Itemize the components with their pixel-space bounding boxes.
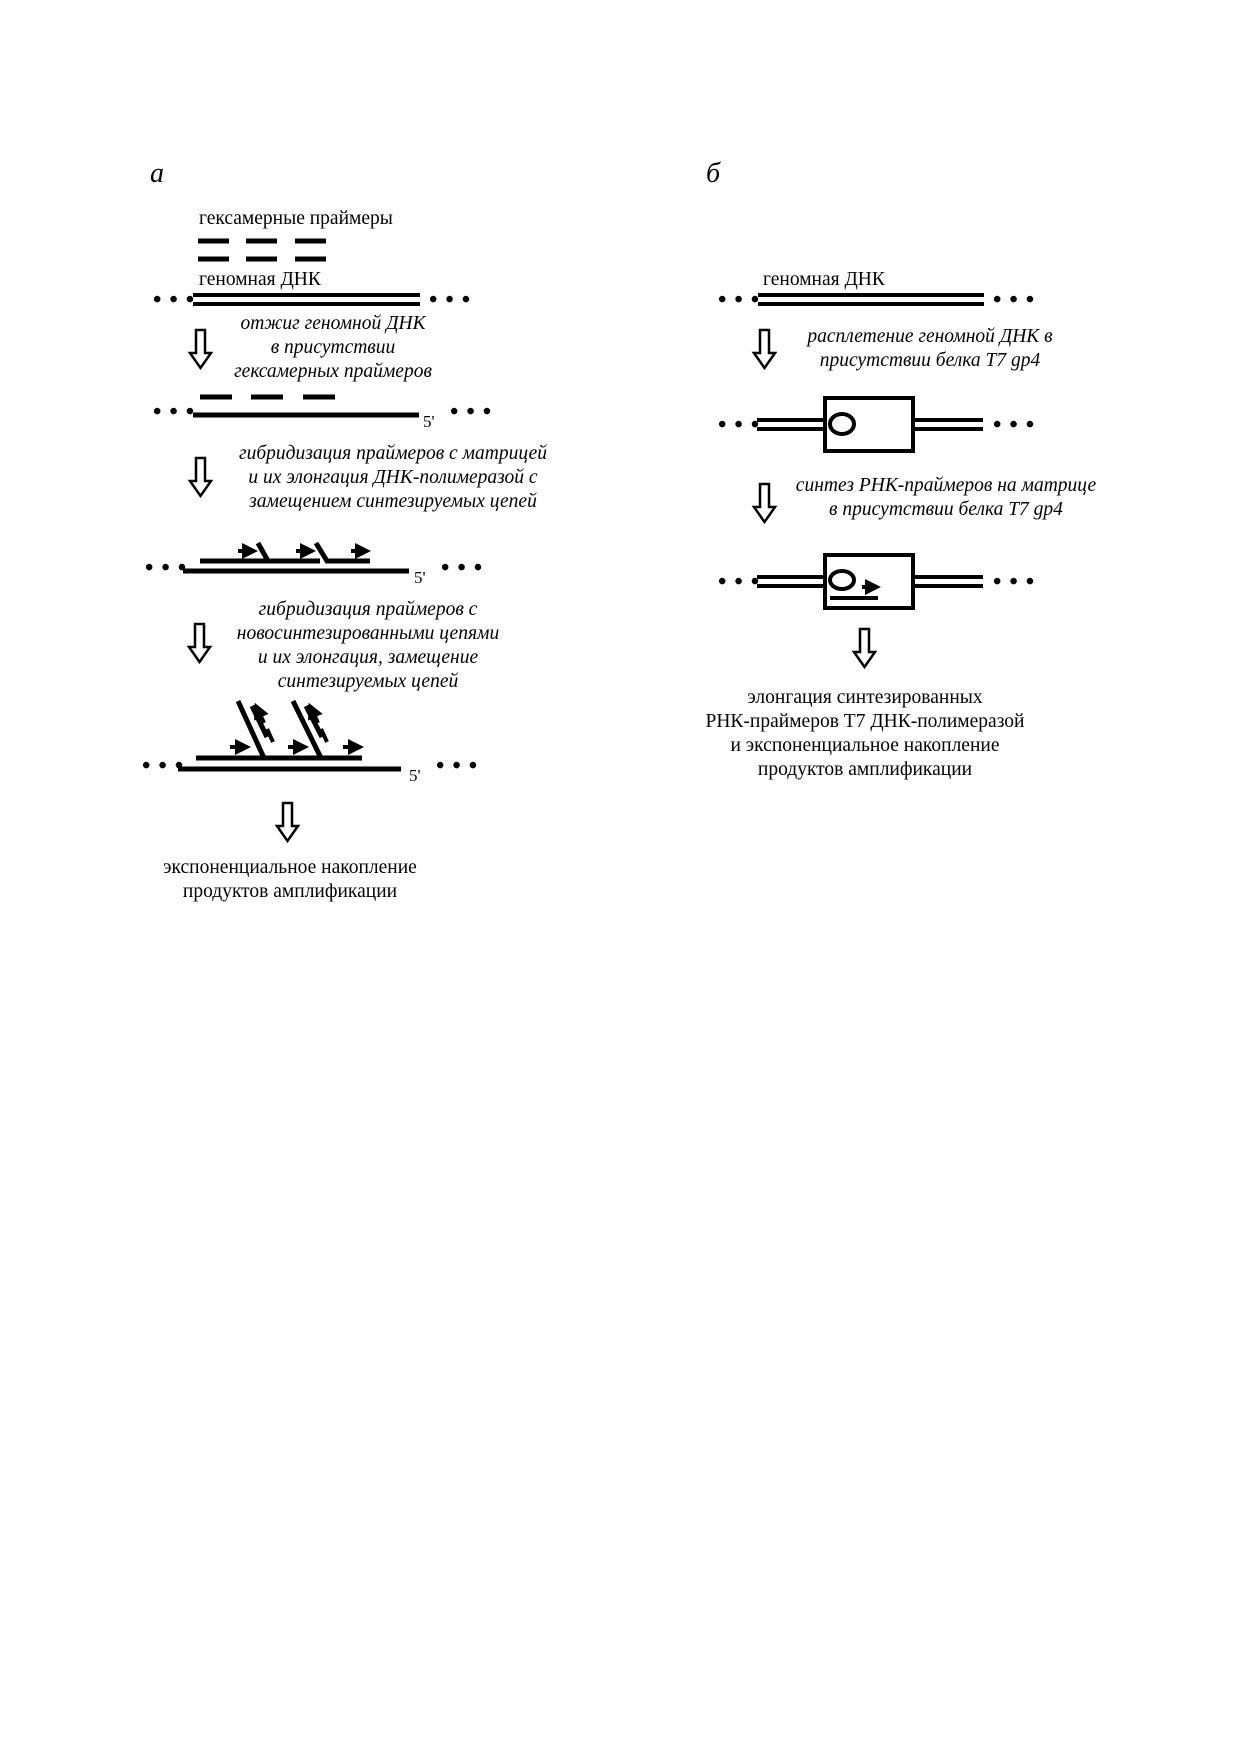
step-a3-line3: и их элонгация, замещение bbox=[257, 647, 479, 668]
ellipsis-left: • • • bbox=[718, 412, 761, 438]
five-prime-label: 5' bbox=[423, 412, 435, 431]
step-a3-line2: новосинтезированными цепями bbox=[236, 623, 500, 644]
genomic-dna-double-strand-a bbox=[193, 295, 420, 304]
result-a-line1: экспоненциальное накопление bbox=[163, 857, 417, 878]
down-arrow-a4 bbox=[277, 803, 298, 841]
step-a3-line1: гибридизация праймеров с bbox=[258, 599, 478, 620]
step-b1-line2: присутствии белка T7 gp4 bbox=[819, 350, 1041, 371]
ellipsis-right: • • • bbox=[993, 287, 1036, 313]
result-a-line2: продуктов амплификации bbox=[182, 881, 398, 902]
step-a2-line1: гибридизация праймеров с матрицей bbox=[239, 443, 547, 464]
panel-label-b: б bbox=[706, 158, 721, 189]
step-a1-line3: гексамерных праймеров bbox=[234, 361, 432, 382]
ellipsis-left: • • • bbox=[142, 753, 185, 779]
result-b-line4: продуктов амплификации bbox=[757, 759, 973, 780]
hexamer-primers-label: гексамерные праймеры bbox=[199, 208, 393, 229]
result-b-line2: РНК-праймеров T7 ДНК-полимеразой bbox=[705, 711, 1025, 732]
down-arrow-a3 bbox=[189, 624, 210, 662]
helicase-complex-b2 bbox=[757, 555, 983, 608]
ellipsis-right: • • • bbox=[993, 569, 1036, 595]
genomic-dna-double-strand-b bbox=[758, 295, 984, 304]
genomic-dna-label-b: геномная ДНК bbox=[763, 269, 885, 290]
down-arrow-b1 bbox=[754, 330, 775, 368]
annealed-single-strand-a bbox=[193, 397, 419, 415]
down-arrow-b2 bbox=[754, 484, 775, 522]
step-a2-line3: замещением синтезируемых цепей bbox=[249, 491, 537, 512]
step-b2-line1: синтез РНК-праймеров на матрице bbox=[795, 475, 1097, 496]
step-b2-line2: в присутствии белка T7 gp4 bbox=[829, 499, 1063, 520]
ellipsis-right: • • • bbox=[441, 555, 484, 581]
genomic-dna-label-a: геномная ДНК bbox=[199, 269, 321, 290]
exponential-branching-a bbox=[178, 701, 401, 769]
ellipsis-left: • • • bbox=[718, 569, 761, 595]
ellipsis-right: • • • bbox=[993, 412, 1036, 438]
ellipsis-left: • • • bbox=[145, 555, 188, 581]
hexamer-primers bbox=[198, 241, 326, 259]
ellipsis-left: • • • bbox=[718, 287, 761, 313]
ellipsis-left: • • • bbox=[153, 287, 196, 313]
step-b1-line1: расплетение геномной ДНК в bbox=[807, 326, 1053, 347]
result-b-line1: элонгация синтезированных bbox=[747, 687, 983, 708]
step-a2-line2: и их элонгация ДНК-полимеразой с bbox=[248, 467, 538, 488]
ellipsis-left: • • • bbox=[153, 399, 196, 425]
step-a3-line4: синтезируемых цепей bbox=[277, 671, 459, 692]
ellipsis-right: • • • bbox=[450, 399, 493, 425]
helicase-complex-b1 bbox=[757, 398, 983, 451]
panel-label-a: а bbox=[150, 158, 164, 189]
ellipsis-right: • • • bbox=[429, 287, 472, 313]
five-prime-label: 5' bbox=[414, 568, 426, 587]
down-arrow-b3 bbox=[854, 629, 875, 667]
result-b-line3: и экспоненциальное накопление bbox=[730, 735, 1000, 756]
five-prime-label: 5' bbox=[409, 766, 421, 785]
step-a1-line2: в присутствии bbox=[270, 337, 396, 358]
step-a1-line1: отжиг геномной ДНК bbox=[240, 313, 426, 334]
ellipsis-right: • • • bbox=[436, 753, 479, 779]
strand-displacement-a bbox=[183, 543, 409, 571]
